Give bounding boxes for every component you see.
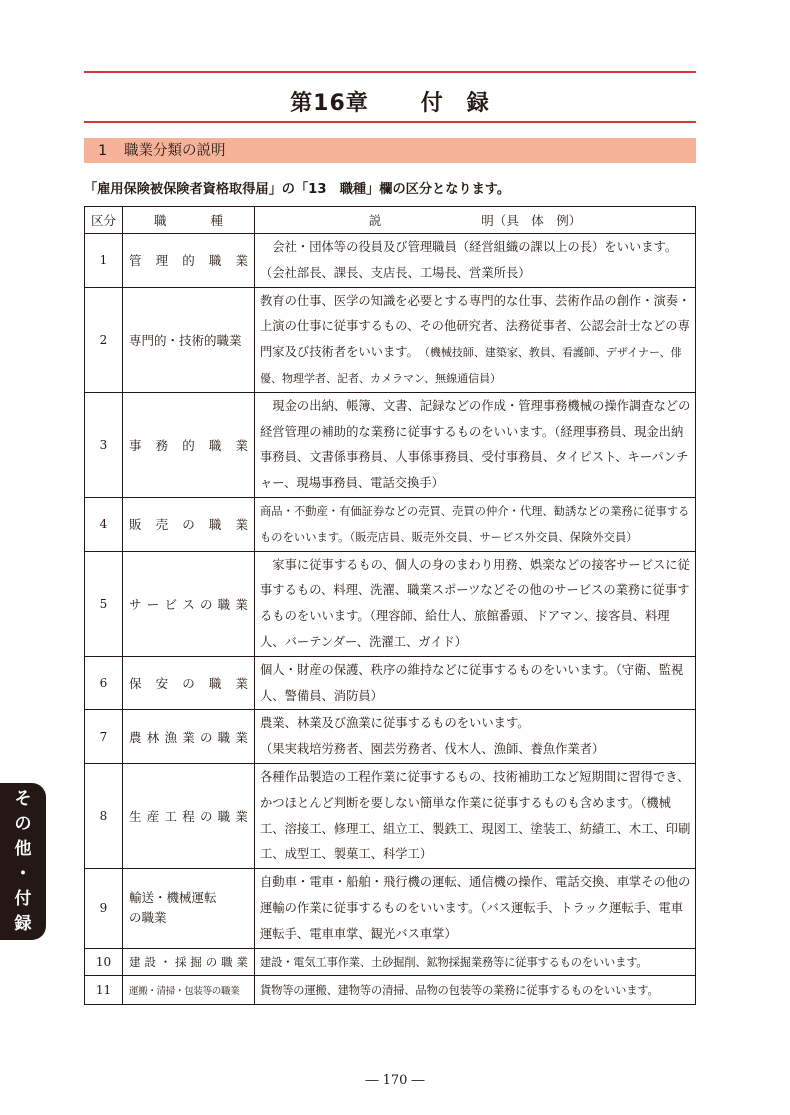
section-title: 職業分類の説明 [124,143,226,159]
row-occupation: 管 理 的 職 業 [123,234,255,288]
table-row [85,551,696,656]
row-code: 4 [85,497,123,551]
side-tab [0,783,46,940]
side-tab-char: ・ [14,863,32,884]
row-occupation: 事 務 的 職 業 [123,392,255,497]
row-description: 現金の出納、帳簿、文書、記録などの作成・管理事務機械の操作調査などの経営管理の補助的な業務に従事するものをいいます。（経理事務員、現金出納事務員、文書係事務員、人事係事務員、受付事務員、タイピスト、キーパンチャー、現場事務員、電話交換手） [255,392,696,497]
side-tab-char: 他 [14,838,32,859]
occupation-table [84,206,696,1005]
row-code: 1 [85,234,123,288]
side-tab-char: 付 [14,888,32,909]
section-number: 1 [98,143,108,159]
header-name: 職 種 [123,207,255,234]
row-description: 農業、林業及び漁業に従事するものをいいます。 （果実栽培労務者、園芸労務者、伐木人、漁師、養魚作業者） [255,710,696,764]
row-code: 10 [85,948,123,976]
row-code: 8 [85,763,123,868]
chapter-title [84,86,696,117]
row-description: 貨物等の運搬、建物等の清掃、品物の包装等の業務に従事するものをいいます。 [255,976,696,1005]
section-heading [84,138,696,163]
row-occupation: 建 設 ・ 採 掘 の 職 業 [123,948,255,976]
header-code: 区分 [85,207,123,234]
page-number: ― 170 ― [365,1073,425,1088]
chapter-number: 第16章 [290,91,369,116]
row-occupation: 専門的・技術的職業 [123,287,255,392]
row-occupation: 保 安 の 職 業 [123,656,255,710]
bottom-rule [84,121,696,123]
row-code: 11 [85,976,123,1005]
row-code: 7 [85,710,123,764]
row-description: 自動車・電車・船舶・飛行機の運転、通信機の操作、電話交換、車掌その他の運輸の作業に従事するものをいいます。（バス運転手、トラック運転手、電車運転手、電車車掌、観光バス車掌） [255,869,696,948]
row-code: 2 [85,287,123,392]
row-description: 建設・電気工事作業、土砂掘削、鉱物採掘業務等に従事するものをいいます。 [255,948,696,976]
row-occupation: 生 産 工 程 の 職 業 [123,763,255,868]
table-row [85,287,696,392]
subheading: 「雇用保険被保険者資格取得届」の「13 職種」欄の区分となります。 [84,182,511,197]
table-row [85,710,696,764]
table-row [85,948,696,976]
row-code: 5 [85,551,123,656]
row-code: 6 [85,656,123,710]
table-header-row [85,207,696,234]
row-occupation: サ ー ビ ス の 職 業 [123,551,255,656]
row-code: 9 [85,869,123,948]
row-description: 家事に従事するもの、個人の身のまわり用務、娯楽などの接客サービスに従事するもの、料理、洗濯、職業スポーツなどその他のサービスの業務に従事するものをいいます。（理容師、給仕人、旅館番頭、ドアマン、接客員、料理人、バーテンダー、洗濯工、ガイド） [255,551,696,656]
header-desc: 説 明（具 体 例） [255,207,696,234]
row-occupation: 輸送・機械運転 の職業 [123,869,255,948]
table-row [85,763,696,868]
row-description: 個人・財産の保護、秩序の維持などに従事するものをいいます。（守衛、監視人、警備員、消防員） [255,656,696,710]
chapter-name: 付 録 [420,91,490,116]
table-row [85,656,696,710]
table-row [85,392,696,497]
row-description: 教育の仕事、医学の知識を必要とする専門的な仕事、芸術作品の創作・演奏・上演の仕事に従事するもの、その他研究者、法務従事者、公認会計士などの専門家及び技術者をいいます。 （機械技師、建築家、教員、看護師、デザイナー、俳優、物理学者、記者、カメラマン、無線通信員） [255,287,696,392]
table-row [85,234,696,288]
table-row [85,869,696,948]
row-occupation: 農 林 漁 業 の 職 業 [123,710,255,764]
side-tab-char: そ [14,788,32,809]
row-description: 商品・不動産・有価証券などの売買、売買の仲介・代理、勧誘などの業務に従事するものをいいます。（販売店員、販売外交員、サービス外交員、保険外交員） [255,497,696,551]
row-occupation: 運搬・清掃・包装等の職業 [123,976,255,1005]
row-description: 各種作品製造の工程作業に従事するもの、技術補助工など短期間に習得でき、かつほとんど判断を要しない簡単な作業に従事するものも含めます。（機械工、溶接工、修理工、組立工、製鉄工、現図工、塗装工、紡績工、木工、印刷工、成型工、製菓工、科学工） [255,763,696,868]
row-description: 会社・団体等の役員及び管理職員（経営組織の課以上の長）をいいます。（会社部長、課長、支店長、工場長、営業所長） [255,234,696,288]
side-tab-char: の [14,813,32,834]
row-code: 3 [85,392,123,497]
row-occupation: 販 売 の 職 業 [123,497,255,551]
table-row [85,497,696,551]
top-rule [84,71,696,73]
table-row [85,976,696,1005]
side-tab-char: 録 [14,913,32,934]
